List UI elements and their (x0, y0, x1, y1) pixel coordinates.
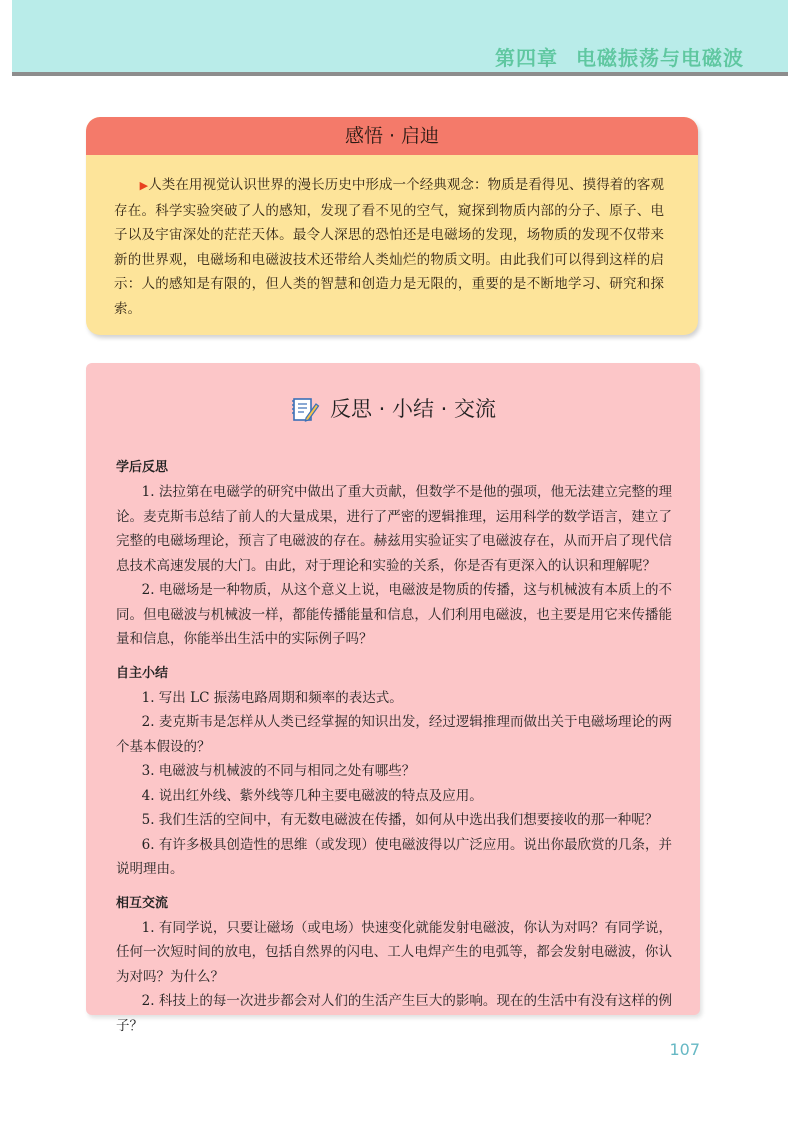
question-item: 2. 电磁场是一种物质，从这个意义上说，电磁波是物质的传播，这与机械波有本质上的不同。但电磁波与机械波一样，都能传播能量和信息，人们利用电磁波，也主要是用它来传播能量和信息，你能举出生活中的实际例子吗？ (116, 582, 672, 647)
triangle-marker-icon: ▶ (139, 179, 149, 192)
reflection-heading (86, 393, 700, 424)
chapter-number: 第四章 (495, 46, 558, 70)
question-item: 3. 电磁波与机械波的不同与相同之处有哪些？ (141, 763, 416, 779)
question-item: 1. 写出 LC 振荡电路周期和频率的表达式。 (141, 689, 403, 706)
question-item: 5. 我们生活的空间中，有无数电磁波在传播，如何从中选出我们想要接收的那一种呢？ (141, 812, 659, 828)
question-item: 4. 说出红外线、紫外线等几种主要电磁波的特点及应用。 (141, 787, 483, 804)
section-title-reflect: 学后反思 (116, 460, 169, 475)
chapter-title (495, 42, 744, 71)
reflection-box (86, 363, 700, 1034)
section-title-exchange: 相互交流 (116, 895, 169, 911)
question-item: 2. 麦克斯韦是怎样从人类已经掌握的知识出发，经过逻辑推理而做出关于电磁场理论的两个基本假设的？ (116, 714, 672, 755)
reflection-content (116, 456, 672, 1038)
notepad-pencil-icon (290, 394, 320, 424)
chapter-header-band (12, 0, 788, 76)
question-item: 6. 有许多极具创造性的思维（或发现）使电磁波得以广泛应用。说出你最欣赏的几条，并说明理由。 (116, 836, 672, 877)
insight-text: 人类在用视觉认识世界的漫长历史中形成一个经典观念：物质是看得见、摸得着的客观存在。科学实验突破了人的感知，发现了看不见的空气，窥探到物质内部的分子、原子、电子以及宇宙深处的茫茫天体。最令人深思的恐怕还是电磁场的发现，场物质的发现不仅带来新的世界观，电磁场和电磁波技术还带给人类灿烂的物质文明。由此我们可以得到这样的启示：人的感知是有限的，但人类的智慧和创造力是无限的，重要的是不断地学习、研究和探索。 (114, 177, 665, 317)
chapter-name: 电磁振荡与电磁波 (576, 46, 744, 70)
question-item: 1. 有同学说，只要让磁场（或电场）快速变化就能发射电磁波，你认为对吗？有同学说，任何一次短时间的放电，包括自然界的闪电、工人电焊产生的电弧等，都会发射电磁波，你认为对吗？为什么？ (116, 919, 672, 985)
question-item: 1. 法拉第在电磁学的研究中做出了重大贡献，但数学不是他的强项，他无法建立完整的理论。麦克斯韦总结了前人的大量成果，进行了严密的逻辑推理，运用科学的数学语言，建立了完整的电磁场理论，预言了电磁波的存在。赫兹用实验证实了电磁波存在，从而开启了现代信息技术高速发展的大门。由此，对于理论和实验的关系，你是否有更深入的认识和理解呢？ (116, 484, 672, 574)
page-number: 107 (669, 1040, 700, 1059)
reflection-title: 反思 · 小结 · 交流 (329, 397, 497, 421)
insight-body (86, 155, 698, 321)
insight-box (86, 117, 698, 335)
insight-paragraph (114, 173, 664, 321)
insight-title: 感悟 · 启迪 (86, 117, 698, 155)
section-title-summary: 自主小结 (116, 665, 169, 681)
question-item: 2. 科技上的每一次进步都会对人们的生活产生巨大的影响。现在的生活中有没有这样的例子？ (116, 993, 672, 1034)
